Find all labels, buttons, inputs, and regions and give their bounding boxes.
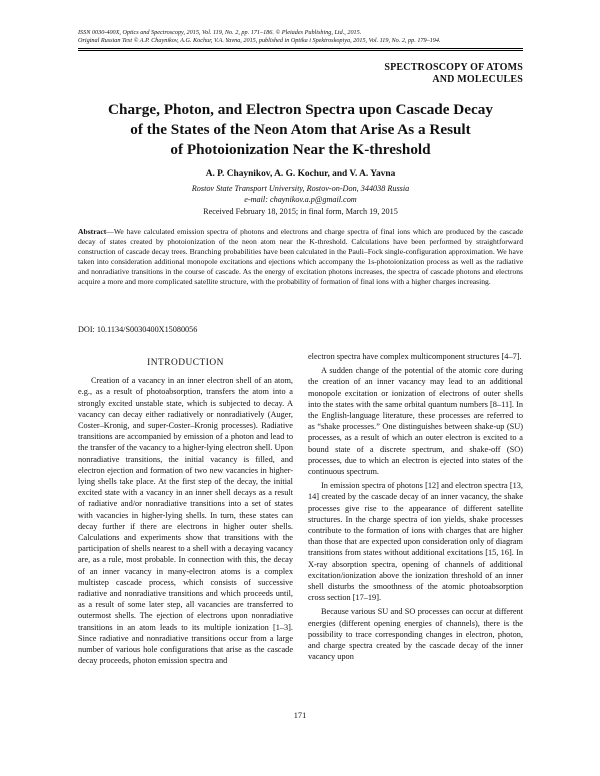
abstract (78, 227, 523, 288)
section-line-2: AND MOLECULES (432, 73, 523, 85)
right-column (308, 351, 523, 665)
affiliation-block (78, 183, 523, 205)
left-column (78, 358, 293, 669)
title-line-1: Charge, Photon, and Electron Spectra upon Cascade Decay (108, 101, 493, 118)
paragraph: Because various SU and SO processes can occur at different energies (different opening energies of channels), there is the possibility to trace corresponding changes in electron, photon, and charge spectra created by the cascade decay of the inner vacancy upon (308, 607, 523, 662)
affiliation: Rostov State Transport University, Rostov-on-Don, 344038 Russia (191, 184, 410, 193)
received-dates: Received February 18, 2015; in final form, March 19, 2015 (203, 207, 398, 216)
header-line-1: ISSN 0030-400X, Optics and Spectroscopy, 2015, Vol. 119, No. 2, pp. 171–186. © Pleiades Publishing, Ltd., 2015. (78, 29, 362, 36)
header-divider-2 (78, 50, 523, 51)
section-heading (78, 62, 523, 85)
journal-header (78, 29, 441, 45)
header-line-2: Original Russian Text © A.P. Chaynikov, A.G. Kochur, V.A. Yavna, 2015, published in Optika i Spektroskopiya, 2015, Vol. 119, No. 2, pp. 179–194. (78, 37, 441, 44)
intro-heading: INTRODUCTION (147, 358, 224, 368)
section-line-1: SPECTROSCOPY OF ATOMS (384, 62, 523, 73)
doi: DOI: 10.1134/S0030400X15080056 (78, 325, 198, 334)
title-line-2: of the States of the Neon Atom that Arise As a Result (130, 121, 471, 138)
paragraph: In emission spectra of photons [12] and electron spectra [13, 14] created by the cascade decay of an inner vacancy, the shake processes give rise to the appearance of different satellite structures. In the charge spectra of ion yields, shake processes contribute to the formation of ions with charges that are higher than those that are expected upon consideration only of diagram transitions from states without additional excitations [15, 16]. In X-ray absorption spectra, opening of channels of additional excitation/ionization above the ionization threshold of an inner shell disturbs the smoothness of the atomic photoabsorption cross section [17–19]. (308, 481, 523, 603)
email: e-mail: chaynikov.a.p@gmail.com (244, 195, 357, 204)
header-divider (78, 48, 523, 49)
abstract-text: —We have calculated emission spectra of photons and electrons and charge spectra of final ions which are produced by the cascade decay of states created by photoionization of the neon atom near the K-threshold. Calculations have been performed by straightforward construction of cascade decay trees. Branching probabilities have been calculated in the Pauli–Fock single-configuration approximation. We have taken into consideration additional monopole excitations and ejections which accompany the 1s-photoionization process as well as the radiative and nonradiative transitions in the course of cascade. As the energy of excitation photons increases, the spectra of cascade photons and electrons acquire a more and more complicated satellite structure, with the probability of formation of final ions with a higher charges increasing. (78, 227, 523, 287)
paragraph: Creation of a vacancy in an inner electron shell of an atom, e.g., as a result of photoabsorption, transfers the atom into a strongly excited unstable state, which is subjected to decay. A vacancy can decay either radiatively or nonradiatively (Auger, Coster–Kronig, and super-Coster–Kronig processes). Radiative transitions are accompanied by emission of a photon and lead to the transfer of the vacancy to a higher-lying electron shell. Upon nonradiative transitions, the initial vacancy is filled, and electron ejection and formation of two new vacancies in higher-lying shells take place. At the first step of the decay, the initial excited state with a vacancy in an inner shell decays as a result of radiative and/or nonradiative transitions into a set of states with vacancies in higher-lying shells. In turn, these states can decay further if there are electrons in higher outer shells. Calculations and experiments show that transitions with the participation of shells nearest to a shell with a decaying vacancy are, as a rule, most probable. In connection with this, the decay of an inner vacancy in many-electron atoms is a complex multistep cascade process, which consists of successive radiative and nonradiative transitions and which proceeds until, as a result of some later step, all vacancies are transferred to outermost shells. The ejection of electrons upon nonradiative transitions in an atom leads to its multiple ionization [1–3]. Since radiative and nonradiative transitions occur from a large number of various hole configurations that arise as the cascade decay proceeds, photon emission spectra and (78, 376, 293, 666)
title-line-3: of Photoionization Near the K-threshold (170, 141, 431, 158)
authors: A. P. Chaynikov, A. G. Kochur, and V. A. Yavna (205, 169, 396, 179)
paragraph: electron spectra have complex multicomponent structures [4–7]. (308, 352, 522, 361)
paragraph: A sudden change of the potential of the atomic core during the creation of an inner vacancy may lead to an additional monopole excitation or ionization of electrons of outer shells into the states with the same orbital quantum numbers [8–11]. In the English-language literature, these processes are referred to as “shake processes.” One distinguishes between shake-up (SU) processes, as a result of which an outer electron is excited to a bound state of a discrete spectrum, and shake-off (SO) processes, due to which an electron is ejected into states of the continuous spectrum. (308, 366, 523, 477)
abstract-label: Abstract (78, 227, 107, 236)
article-title (78, 100, 523, 160)
page-number: 171 (293, 711, 307, 720)
